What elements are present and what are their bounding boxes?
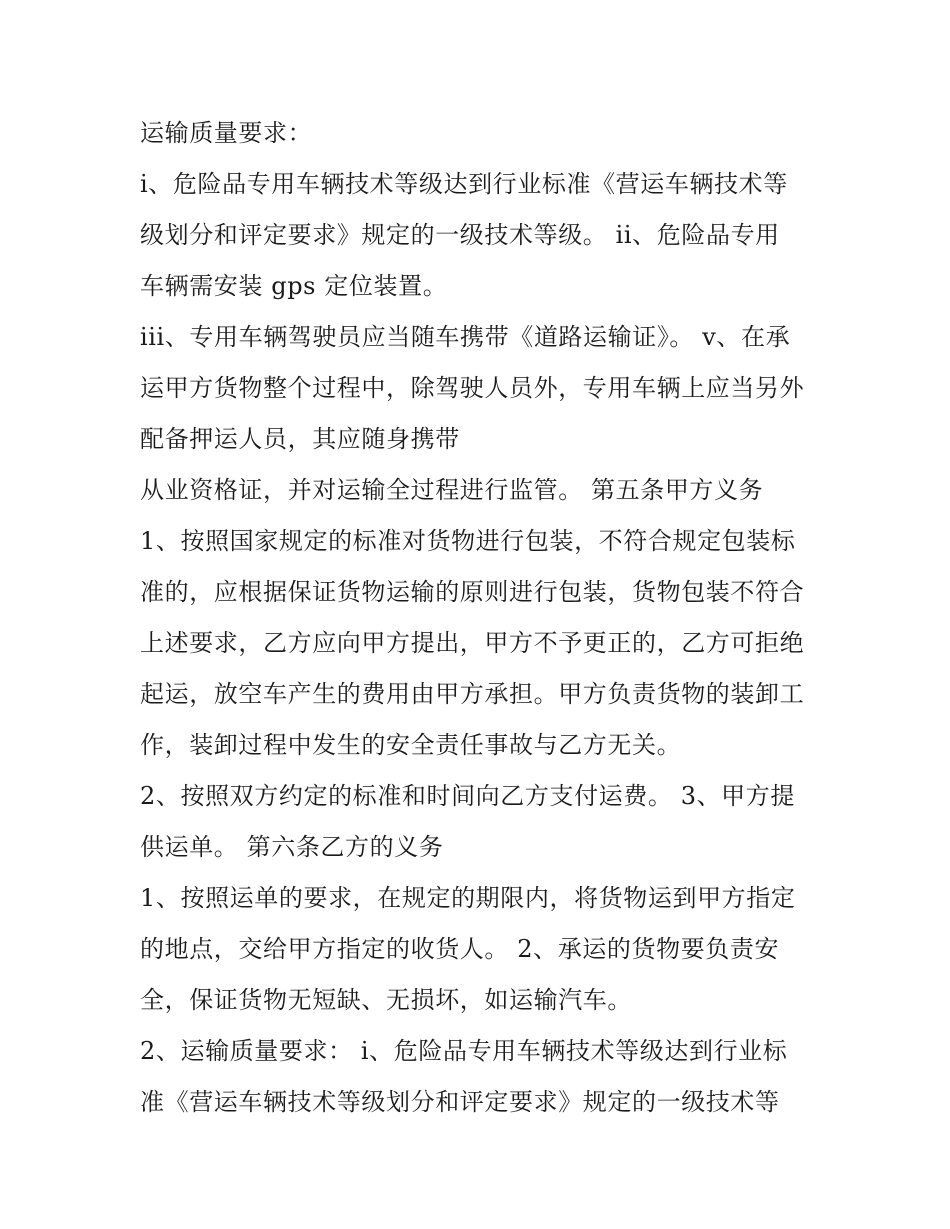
text-line: iii、专用车辆驾驶员应当随车携带《道路运输证》。 v、在承 (140, 323, 791, 351)
text-line: 准的，应根据保证货物运输的原则进行包装，货物包装不符合 (140, 578, 805, 606)
text-line: 从业资格证，并对运输全过程进行监管。 第五条甲方义务 (140, 476, 764, 504)
text-line: 供运单。 第六条乙方的义务 (140, 833, 444, 861)
text-line: 车辆需安装 gps 定位装置。 (140, 272, 448, 300)
text-line: 全，保证货物无短缺、无损坏，如运输汽车。 (140, 986, 632, 1014)
text-line: 准《营运车辆技术等级划分和评定要求》规定的一级技术等 (140, 1088, 780, 1116)
text-line: 的地点，交给甲方指定的收货人。 2、承运的货物要负责安 (140, 935, 780, 963)
document-body (140, 108, 820, 1128)
text-line: i、危险品专用车辆技术等级达到行业标准《营运车辆技术等 (140, 170, 788, 198)
text-line: 运甲方货物整个过程中，除驾驶人员外，专用车辆上应当另外 (140, 374, 805, 402)
text-line: 上述要求，乙方应向甲方提出，甲方不予更正的，乙方可拒绝 (140, 629, 805, 657)
text-line: 级划分和评定要求》规定的一级技术等级。 ii、危险品专用 (140, 221, 780, 249)
text-line: 运输质量要求： (140, 119, 313, 147)
text-line: 作，装卸过程中发生的安全责任事故与乙方无关。 (140, 731, 682, 759)
text-line: 2、运输质量要求： i、危险品专用车辆技术等级达到行业标 (140, 1037, 788, 1065)
text-line: 2、按照双方约定的标准和时间向乙方支付运费。 3、甲方提 (140, 782, 795, 810)
text-line: 起运，放空车产生的费用由甲方承担。甲方负责货物的装卸工 (140, 680, 805, 708)
text-line: 配备押运人员，其应随身携带 (140, 425, 460, 453)
text-line: 1、按照国家规定的标准对货物进行包装，不符合规定包装标 (140, 527, 796, 555)
text-line: 1、按照运单的要求，在规定的期限内，将货物运到甲方指定 (140, 884, 796, 912)
